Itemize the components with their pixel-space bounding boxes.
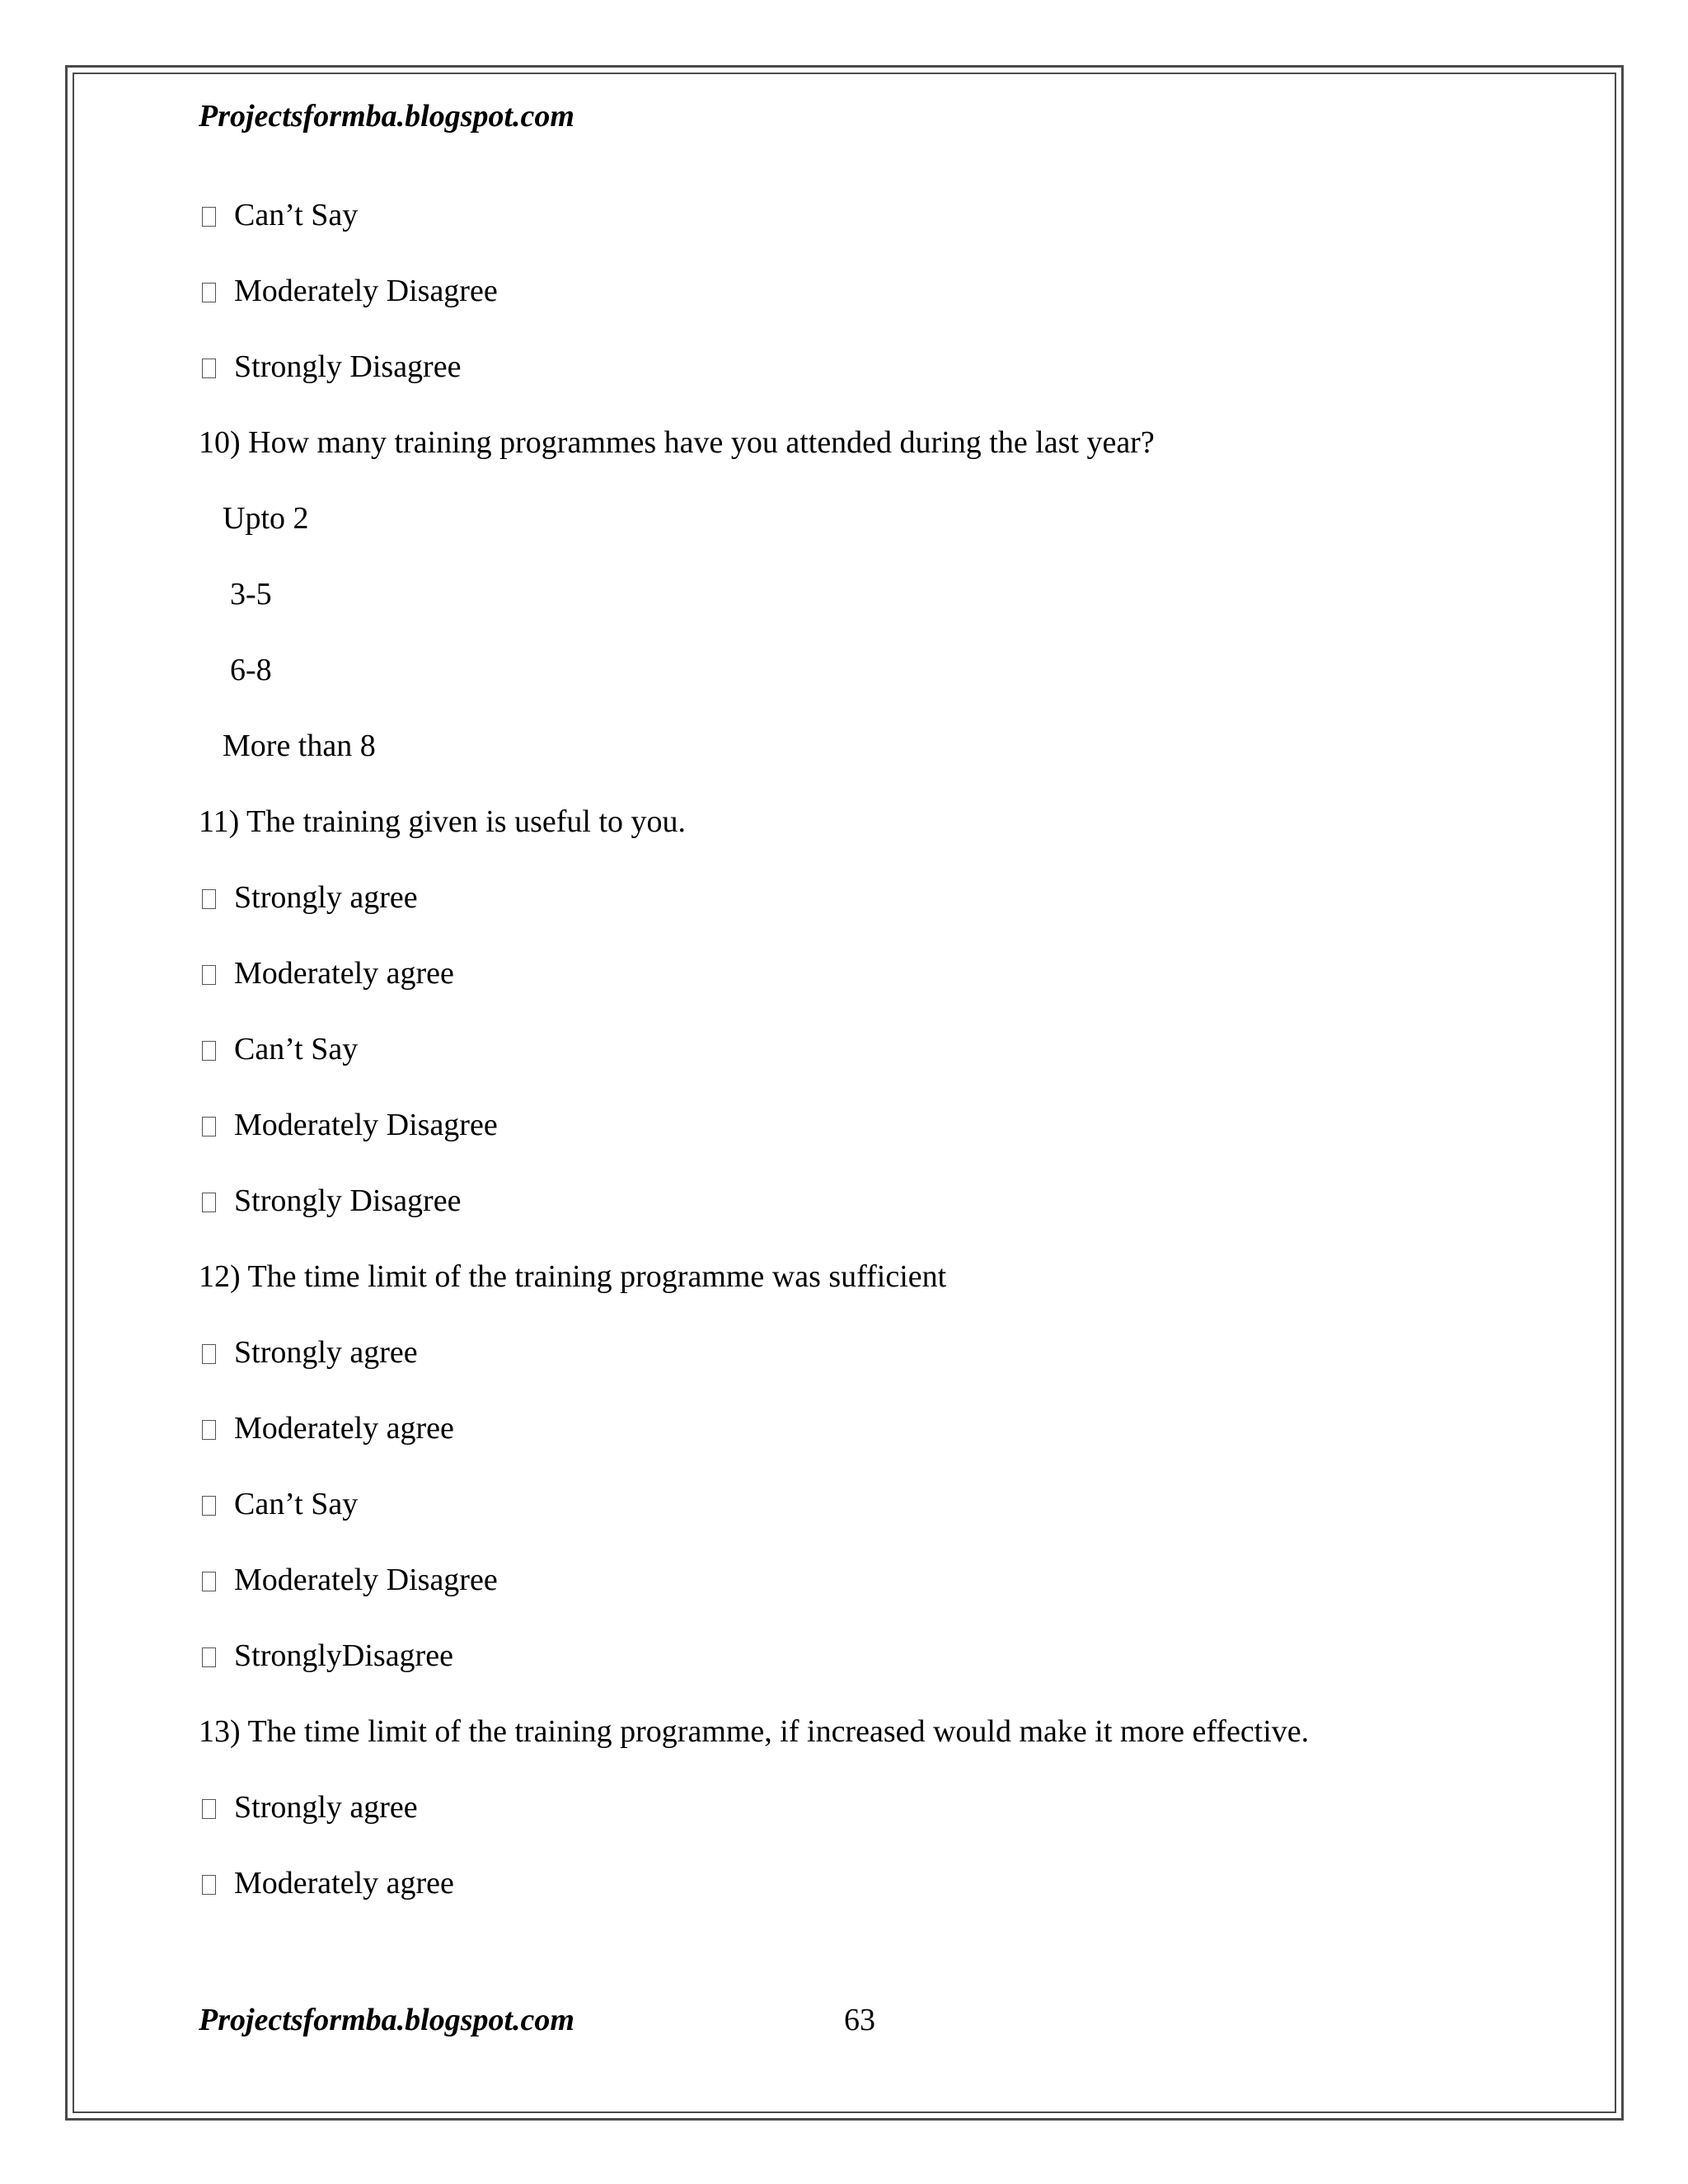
option-item xyxy=(199,954,454,992)
header-site-name: Projectsformba.blogspot.com xyxy=(199,99,574,134)
checkbox-icon xyxy=(202,1193,216,1212)
option-item xyxy=(199,1485,358,1523)
option-label: Moderately Disagree xyxy=(234,1108,498,1142)
checkbox-icon xyxy=(202,1875,216,1895)
footer-site-name: Projectsformba.blogspot.com xyxy=(199,2003,574,2037)
option-item xyxy=(199,1561,498,1599)
option-item xyxy=(199,879,418,916)
checkbox-icon xyxy=(202,1420,216,1440)
option-label: Can’t Say xyxy=(234,198,359,232)
option-label: Strongly agree xyxy=(234,1790,418,1825)
checkbox-icon xyxy=(202,283,216,302)
question-text xyxy=(199,1258,946,1296)
question-label: 12) The time limit of the training programme was sufficient xyxy=(199,1259,947,1294)
option-item xyxy=(199,1864,454,1902)
option-label: Upto 2 xyxy=(223,501,309,536)
option-label: Strongly Disagree xyxy=(234,1183,462,1218)
option-item xyxy=(199,196,358,234)
option-item xyxy=(199,348,461,386)
question-text xyxy=(199,1713,1309,1750)
checkbox-icon xyxy=(202,1572,216,1591)
checkbox-icon xyxy=(202,1496,216,1516)
option-label: Strongly agree xyxy=(234,1335,418,1370)
checkbox-icon xyxy=(202,889,216,909)
checkbox-icon xyxy=(202,1799,216,1819)
option-item xyxy=(199,1030,358,1068)
checkbox-icon xyxy=(202,207,216,227)
question-text xyxy=(199,803,686,841)
option-item xyxy=(199,272,498,310)
checkbox-icon xyxy=(202,1117,216,1137)
option-label: Moderately Disagree xyxy=(234,1563,498,1597)
option-item xyxy=(199,651,272,689)
checkbox-icon xyxy=(202,359,216,378)
page-number: 63 xyxy=(844,2003,875,2037)
option-label: More than 8 xyxy=(223,729,376,763)
option-item xyxy=(199,1409,454,1447)
checkbox-icon xyxy=(202,1647,216,1667)
option-label: Strongly Disagree xyxy=(234,349,462,384)
option-item xyxy=(199,1333,418,1371)
option-item xyxy=(199,1788,418,1826)
option-item xyxy=(199,1637,453,1675)
checkbox-icon xyxy=(202,1344,216,1364)
checkbox-icon xyxy=(202,965,216,985)
option-item xyxy=(199,727,376,765)
option-label: Can’t Say xyxy=(234,1487,359,1521)
option-label: Moderately agree xyxy=(234,956,454,991)
option-item xyxy=(199,575,272,613)
option-label: Strongly agree xyxy=(234,880,418,915)
option-label: Moderately agree xyxy=(234,1866,454,1900)
option-label: 6-8 xyxy=(230,653,272,687)
option-label: Moderately agree xyxy=(234,1411,454,1446)
option-item xyxy=(199,1182,461,1220)
checkbox-icon xyxy=(202,1041,216,1061)
question-label: 13) The time limit of the training programme, if increased would make it more effective. xyxy=(199,1714,1310,1749)
option-label: StronglyDisagree xyxy=(234,1638,453,1673)
question-label: 11) The training given is useful to you. xyxy=(199,804,687,839)
question-label: 10) How many training programmes have you attended during the last year? xyxy=(199,425,1155,460)
option-label: Can’t Say xyxy=(234,1032,359,1066)
option-label: 3-5 xyxy=(230,577,272,612)
option-item xyxy=(199,499,309,537)
question-text xyxy=(199,424,1155,462)
option-label: Moderately Disagree xyxy=(234,274,498,308)
option-item xyxy=(199,1106,498,1144)
